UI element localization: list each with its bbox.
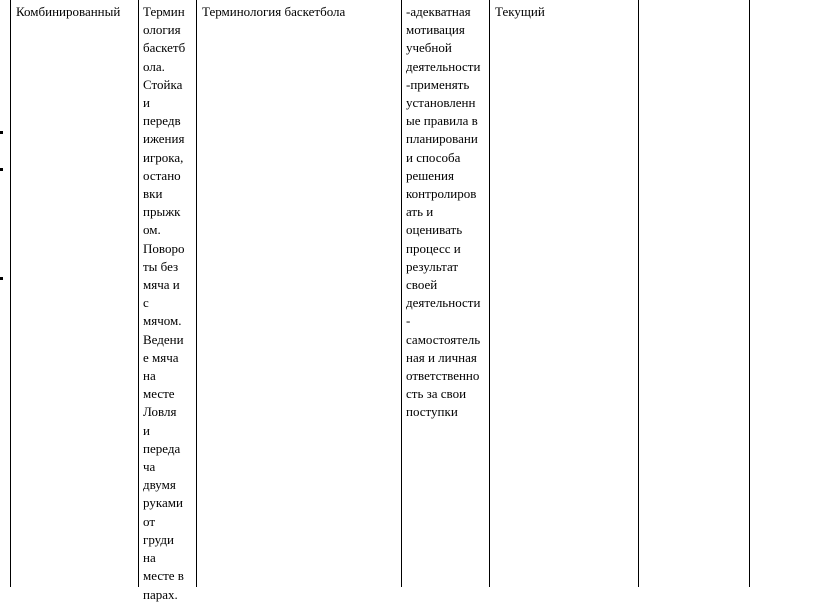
topic-line: месте в [143, 568, 184, 584]
topic-line: и [143, 95, 150, 111]
topic-line: ча [143, 459, 156, 475]
topic-line: ты без [143, 258, 179, 274]
col-border-6 [638, 0, 639, 587]
control-text: Текущий [495, 4, 545, 19]
topic-line: на [143, 550, 156, 566]
col-border-4 [401, 0, 402, 587]
outcome-line: планировани [406, 131, 478, 147]
topic-line: двумя [143, 477, 176, 493]
outcome-line: ые правила в [406, 113, 478, 129]
col-border-5 [489, 0, 490, 587]
outcome-line: сть за свои [406, 386, 467, 402]
outcome-line: установленн [406, 95, 476, 111]
clipped-mark-3 [0, 277, 3, 280]
topic-line: прыжк [143, 204, 181, 220]
topic-line: Стойка [143, 76, 183, 92]
clipped-mark-2 [0, 168, 3, 171]
topic-line: парах. [143, 586, 178, 602]
outcome-line: решения [406, 167, 454, 183]
topic-line: вки [143, 186, 163, 202]
topic-line: руками [143, 495, 183, 511]
outcome-line: -адекватная [406, 4, 471, 19]
topic-line: от [143, 513, 156, 529]
lesson-type-text: Комбинированный [16, 4, 121, 19]
topic-line: мяча и [143, 277, 180, 293]
outcome-line: ать и [406, 204, 434, 220]
topic-line: груди [143, 531, 174, 547]
outcomes-cell [406, 3, 488, 422]
outcome-line: деятельности [406, 295, 481, 311]
concepts-text: Терминология баскетбола [202, 4, 346, 19]
topic-line: передв [143, 113, 181, 129]
concepts-cell [202, 3, 398, 21]
outcome-line: ная и личная [406, 349, 477, 365]
topic-line: ом. [143, 222, 161, 238]
topic-line: Ловля [143, 404, 177, 420]
topic-line: остано [143, 167, 181, 183]
outcome-line: своей [406, 277, 438, 293]
outcome-line: учебной [406, 40, 452, 56]
topic-line: баскетб [143, 40, 186, 56]
topic-line: и [143, 422, 150, 438]
outcome-line: контролиров [406, 186, 477, 202]
topic-line: ижения [143, 131, 185, 147]
outcome-line: мотивация [406, 22, 465, 38]
col-border-7 [749, 0, 750, 587]
topic-line: месте [143, 386, 175, 402]
outcome-line: деятельности [406, 58, 481, 74]
topic-line: игрока, [143, 149, 184, 165]
topic-line: Поворо [143, 240, 185, 256]
topic-line: ология [143, 22, 181, 38]
topic-line: Ведени [143, 331, 184, 347]
lesson-type-cell [16, 3, 136, 21]
col-border-3 [196, 0, 197, 587]
topic-line: с [143, 295, 149, 311]
outcome-line: и способа [406, 149, 461, 165]
outcome-line: процесс и [406, 240, 461, 256]
topic-line: Термин [143, 4, 185, 19]
topic-line: ола. [143, 58, 165, 74]
outcome-line: оценивать [406, 222, 463, 238]
topic-line: мячом. [143, 313, 182, 329]
outcome-line: - [406, 313, 411, 329]
outcome-line: самостоятель [406, 331, 481, 347]
control-cell [495, 3, 635, 21]
topic-line: переда [143, 440, 181, 456]
topic-line: на [143, 368, 156, 384]
outcome-line: поступки [406, 404, 458, 420]
col-border-1 [10, 0, 11, 587]
outcome-line: ответственно [406, 368, 480, 384]
outcome-line: -применять [406, 76, 470, 92]
topic-cell [143, 3, 195, 604]
col-border-2 [138, 0, 139, 587]
topic-line: е мяча [143, 349, 179, 365]
clipped-mark-1 [0, 131, 3, 134]
outcome-line: результат [406, 258, 459, 274]
